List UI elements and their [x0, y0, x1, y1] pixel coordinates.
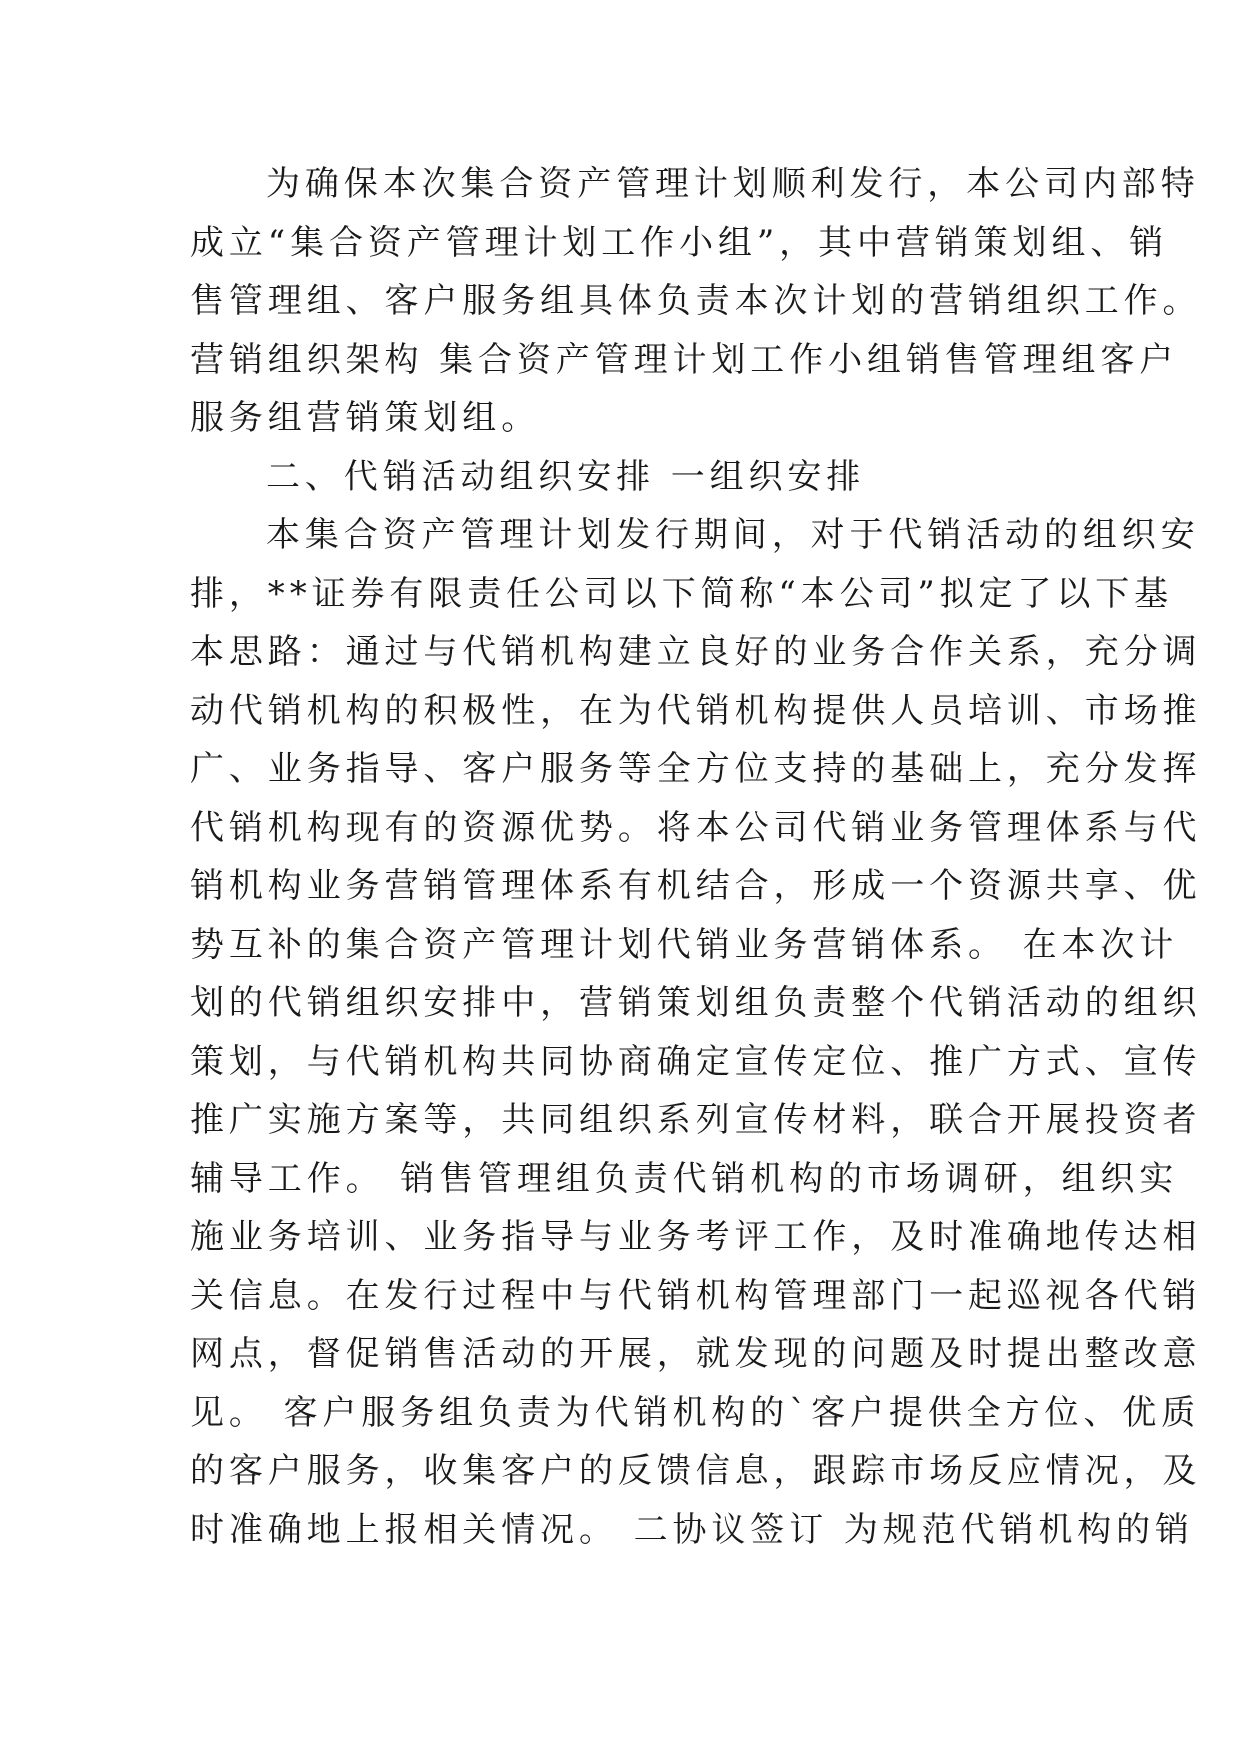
- text-line: 的客户服务，收集客户的反馈信息，跟踪市场反应情况，及: [190, 1451, 1202, 1491]
- text-line: 关信息。在发行过程中与代销机构管理部门一起巡视各代销: [190, 1275, 1202, 1316]
- text-line: 策划，与代销机构共同协商确定宣传定位、推广方式、宣传: [190, 1041, 1202, 1082]
- text-line: 营销组织架构 集合资产管理计划工作小组销售管理组客户: [190, 339, 1179, 380]
- text-line: 推广实施方案等，共同组织系列宣传材料，联合开展投资者: [190, 1100, 1202, 1140]
- text-line: 势互补的集合资产管理计划代销业务营销体系。 在本次计: [190, 924, 1179, 965]
- text-line: 时准确地上报相关情况。 二协议签订 为规范代销机构的销: [190, 1509, 1194, 1550]
- text-line: 划的代销组织安排中，营销策划组负责整个代销活动的组织: [190, 983, 1202, 1023]
- section-heading: 二、代销活动组织安排 一组织安排: [266, 456, 866, 497]
- text-line: 辅导工作。 销售管理组负责代销机构的市场调研，组织实: [190, 1158, 1179, 1199]
- text-line: 本思路：通过与代销机构建立良好的业务合作关系，充分调: [190, 632, 1202, 672]
- body-text: [190, 155, 1202, 1559]
- text-line: 本集合资产管理计划发行期间，对于代销活动的组织安: [266, 515, 1200, 555]
- text-line: 为确保本次集合资产管理计划顺利发行，本公司内部特: [266, 164, 1200, 204]
- text-line: 销机构业务营销管理体系有机结合，形成一个资源共享、优: [190, 866, 1202, 906]
- text-line: 排，**证券有限责任公司以下简称“本公司”拟定了以下基: [190, 573, 1174, 614]
- text-line: 服务组营销策划组。: [190, 398, 541, 438]
- text-line: 动代销机构的积极性，在为代销机构提供人员培训、市场推: [190, 690, 1202, 731]
- text-line: 施业务培训、业务指导与业务考评工作，及时准确地传达相: [190, 1217, 1202, 1257]
- text-line: 代销机构现有的资源优势。将本公司代销业务管理体系与代: [190, 807, 1202, 848]
- text-line: 见。 客户服务组负责为代销机构的`客户提供全方位、优质: [190, 1392, 1201, 1433]
- text-line: 网点，督促销售活动的开展，就发现的问题及时提出整改意: [190, 1334, 1202, 1374]
- text-line: 成立“集合资产管理计划工作小组”，其中营销策划组、销: [190, 222, 1169, 263]
- text-line: 广、业务指导、客户服务等全方位支持的基础上，充分发挥: [190, 749, 1202, 789]
- text-line: 售管理组、客户服务组具体负责本次计划的营销组织工作。: [190, 281, 1202, 321]
